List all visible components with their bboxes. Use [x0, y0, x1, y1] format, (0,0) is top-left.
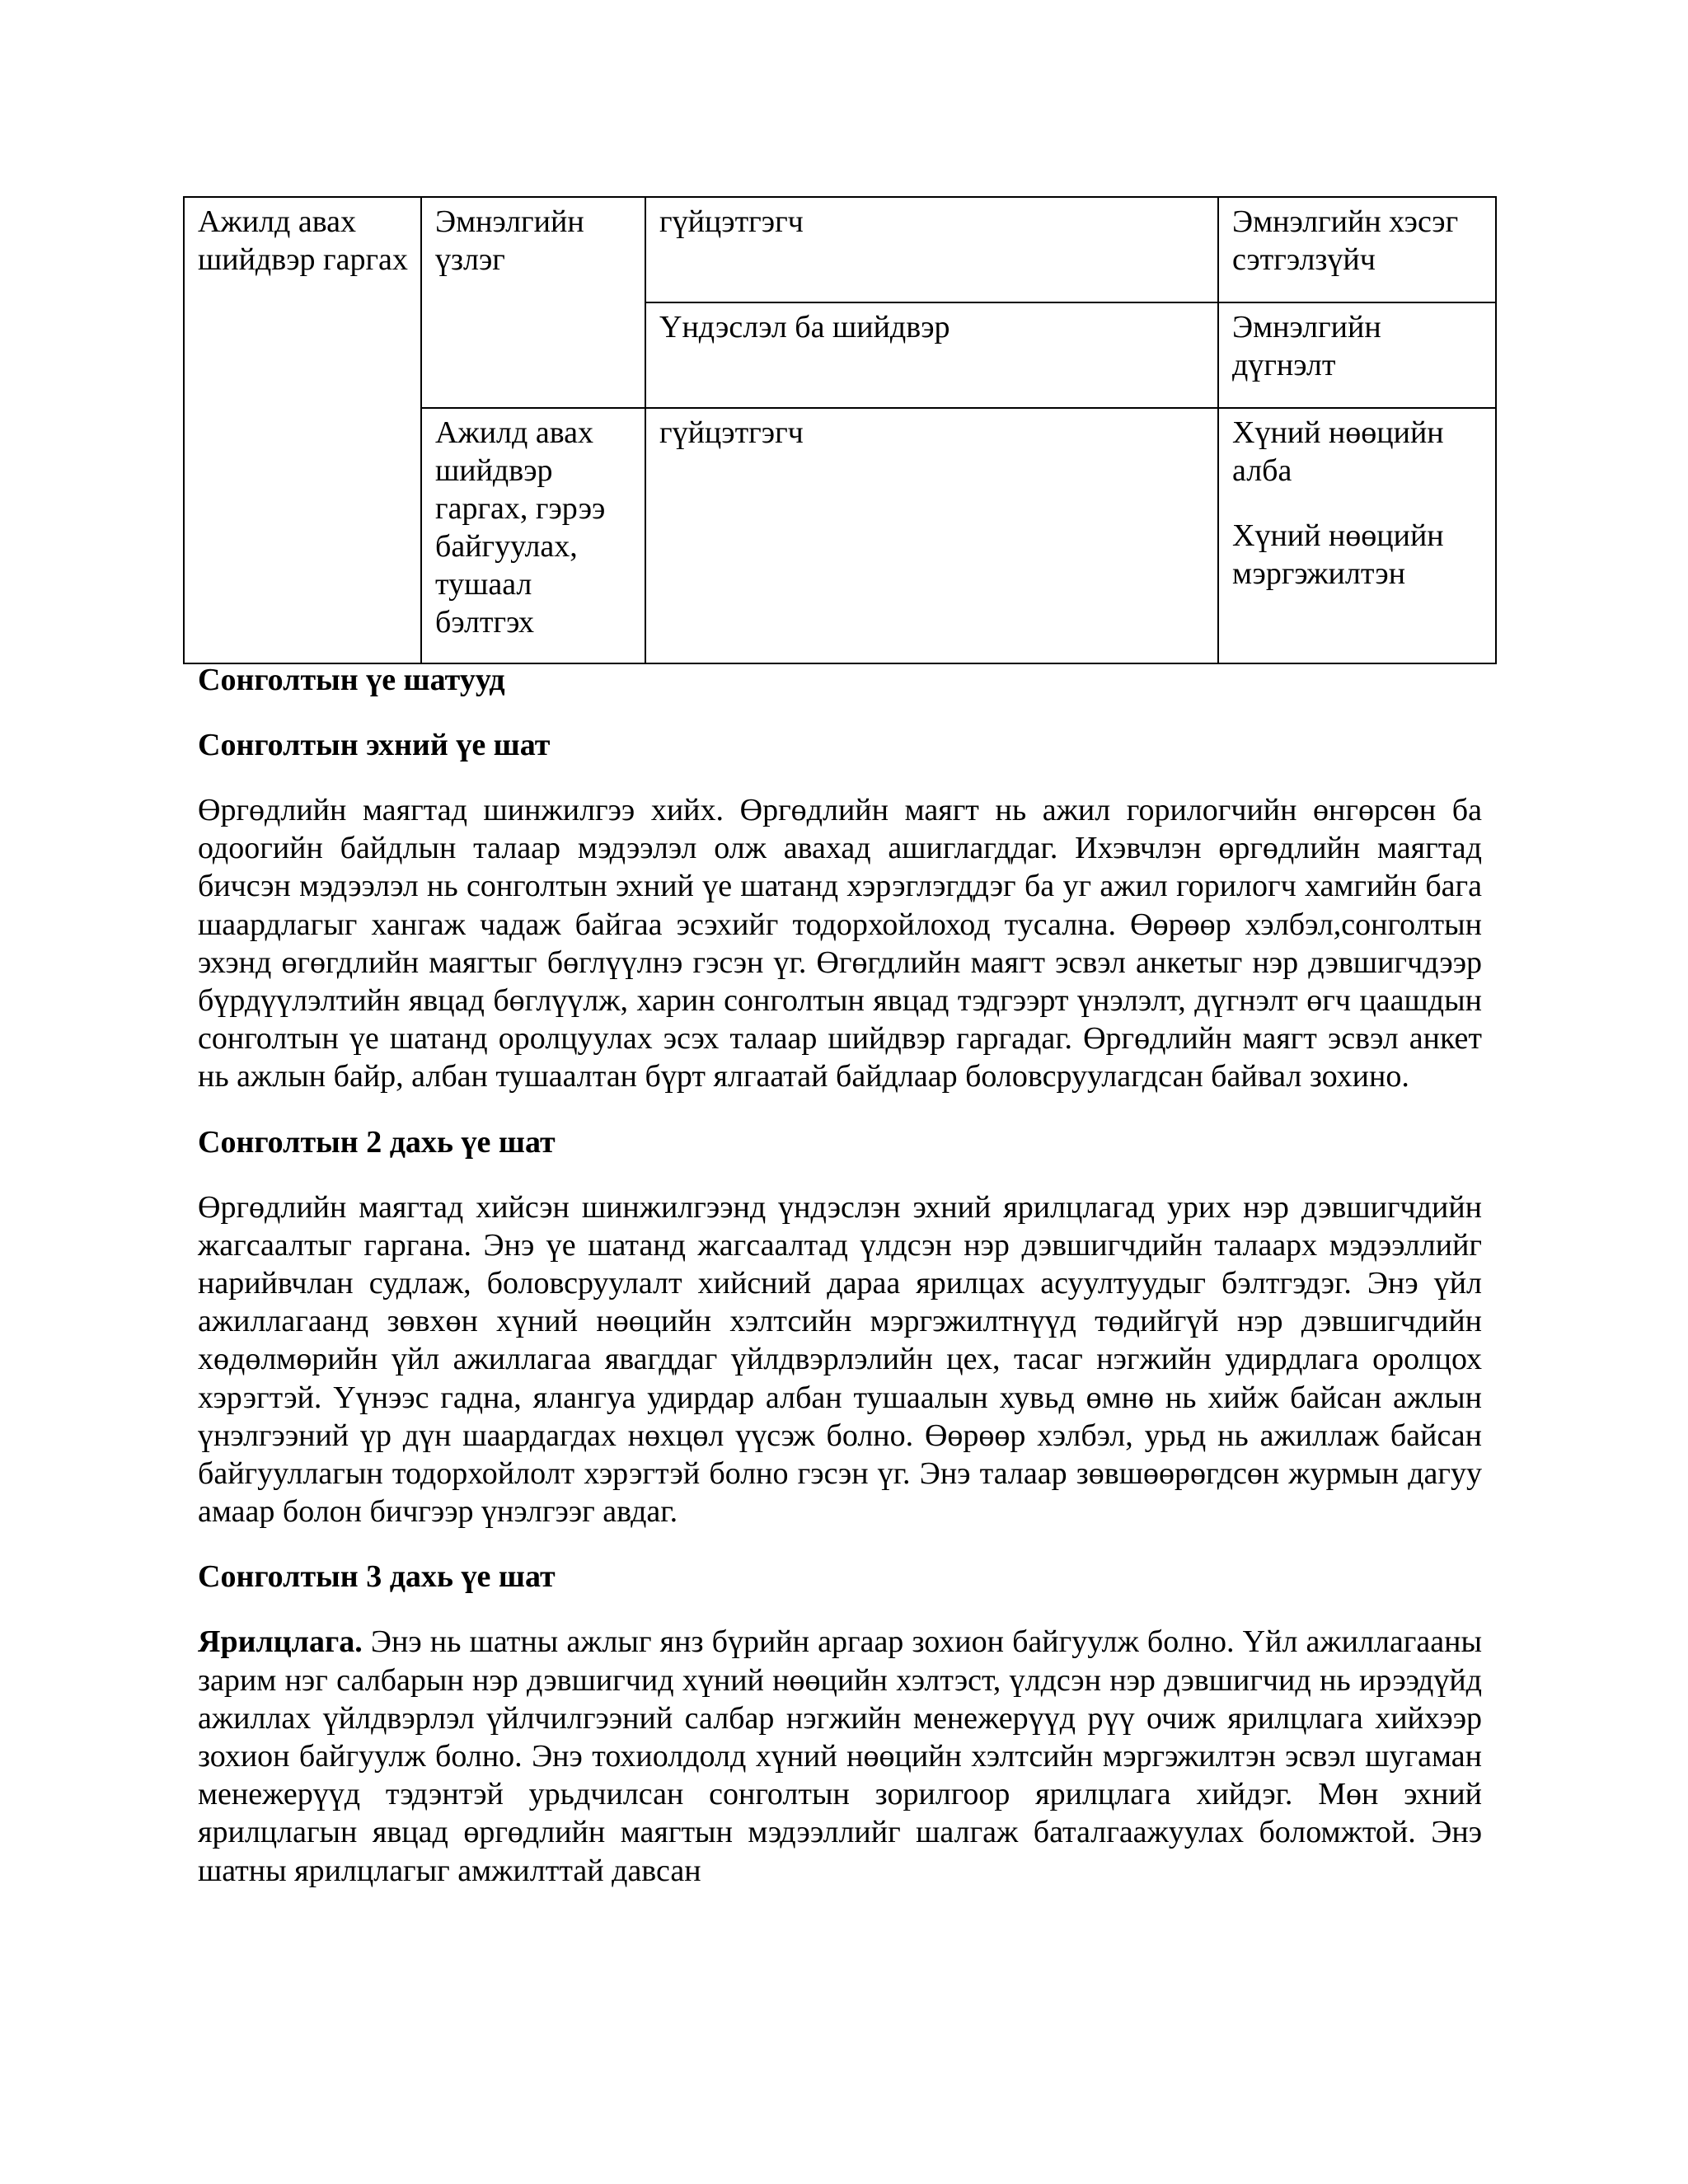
paragraph-second-stage: Өргөдлийн маягтад хийсэн шинжилгээнд үндэслэн эхний ярилцлагад урих нэр дэвшигчдийн жагсаалтыг гаргана. Энэ үе шатанд жагсаалтад үлдсэн нэр дэвшигчдийн талаарх мэдээллийг нарийвчлан судлаж, боловсруулалт хийсний дараа ярилцах асуултуудыг бэлтгэдэг. Энэ үйл ажиллагаанд зөвхөн хүний нөөцийн хэлтсийн мэргэжилтнүүд төдийгүй нэр дэвшигчдийн хөдөлмөрийн үйл ажиллагаа явагддаг үйлдвэрлэлийн цех, тасаг нэгжийн удирдлага оролцох хэрэгтэй. Үүнээс гадна, ялангуа удирдар албан тушаалын хувьд өмнө нь хийж байсан ажлын үнэлгээний үр дүн шаардагдах нөхцөл үүсэж болно. Өөрөөр хэлбэл, урьд нь ажиллаж байсан байгууллагын тодорхойлолт хэрэгтэй болно гэсэн үг. Энэ талаар зөвшөөрөгдсөн журмын дагуу амаар болон бичгээр үнэлгээг авдаг. — [198, 1189, 1482, 1530]
responsible-hr-office: Хүний нөөцийн алба — [1232, 415, 1444, 488]
paragraph-third-stage — [198, 1623, 1482, 1889]
table-cell-hiring-stage: Ажилд авах шийдвэр гаргах, гэрээ байгуулах, тушаал бэлтгэх — [421, 408, 645, 663]
paragraph-third-text: Энэ нь шатны ажлыг янз бүрийн аргаар зохион байгуулж болно. Үйл ажиллагааны зарим нэг салбарын нэр дэвшигчид хүний нөөцийн хэлтэст, үлдсэн нэр дэвшигчид нь ирээдүйд ажиллах үйлдвэрлэл үйлчилгээний салбар нэгжийн менежерүүд рүү очиж ярилцлага хийхээр зохион байгуулж болно. Энэ тохиолдолд хүний нөөцийн хэлтсийн мэргэжилтэн эсвэл шугаман менежерүүд тэдэнтэй урьдчилсан сонголтын зорилгоор ярилцлага хийдэг. Мөн эхний ярилцлагын явцад өргөдлийн маягтын мэдээллийг шалгаж баталгаажуулах боломжтой. Энэ шатны ярилцлагыг амжилттай давсан — [198, 1624, 1482, 1888]
process-table — [183, 196, 1497, 664]
heading-third-stage: Сонголтын 3 дахь үе шат — [198, 1559, 556, 1595]
heading-selection-stages: Сонголтын үе шатууд — [198, 663, 505, 697]
table-cell-decision: Ажилд авах шийдвэр гаргах — [184, 197, 421, 663]
table-row — [184, 197, 1496, 302]
table-cell-responsible: Эмнэлгийн хэсэг сэтгэлзүйч — [1218, 197, 1496, 302]
table-cell-responsible — [1218, 408, 1496, 663]
document-body — [198, 661, 1482, 1917]
table-cell-executor: гүйцэтгэгч — [645, 197, 1218, 302]
heading-second-stage: Сонголтын 2 дахь үе шат — [198, 1124, 556, 1160]
interview-lead: Ярилцлага. — [198, 1624, 363, 1660]
table-cell-executor: гүйцэтгэгч — [645, 408, 1218, 663]
table-cell-basis: Үндэслэл ба шийдвэр — [645, 302, 1218, 408]
table-cell-medical-exam: Эмнэлгийн үзлэг — [421, 197, 645, 408]
heading-first-stage: Сонголтын эхний үе шат — [198, 728, 551, 762]
table-cell-result: Эмнэлгийн дүгнэлт — [1218, 302, 1496, 408]
paragraph-first-stage: Өргөдлийн маягтад шинжилгээ хийх. Өргөдлийн маягт нь ажил горилогчийн өнгөрсөн ба одоогийн байдлын талаар мэдээлэл олж авахад ашиглагддаг. Ихэвчлэн өргөдлийн маягтад бичсэн мэдээлэл нь сонголтын эхний үе шатанд хэрэглэгддэг ба уг ажил горилогч хамгийн бага шаардлагыг хангаж чадаж байгаа эсэхийг тодорхойлоход тусална. Өөрөөр хэлбэл,сонголтын эхэнд өгөгдлийн маягтыг бөглүүлнэ гэсэн үг. Өгөгдлийн маягт эсвэл анкетыг нэр дэвшигчдээр бүрдүүлэлтийн явцад бөглүүлж, харин сонголтын явцад тэдгээрт үнэлэлт, дүгнэлт өгч цаашдын сонголтын үе шатанд оролцуулах эсэх талаар шийдвэр гаргадаг. Өргөдлийн маягт эсвэл анкет нь ажлын байр, албан тушаалтан бүрт ялгаатай байдлаар боловсруулагдсан байвал зохино. — [198, 793, 1482, 1094]
responsible-hr-specialist: Хүний нөөцийн мэргэжилтэн — [1232, 518, 1444, 591]
